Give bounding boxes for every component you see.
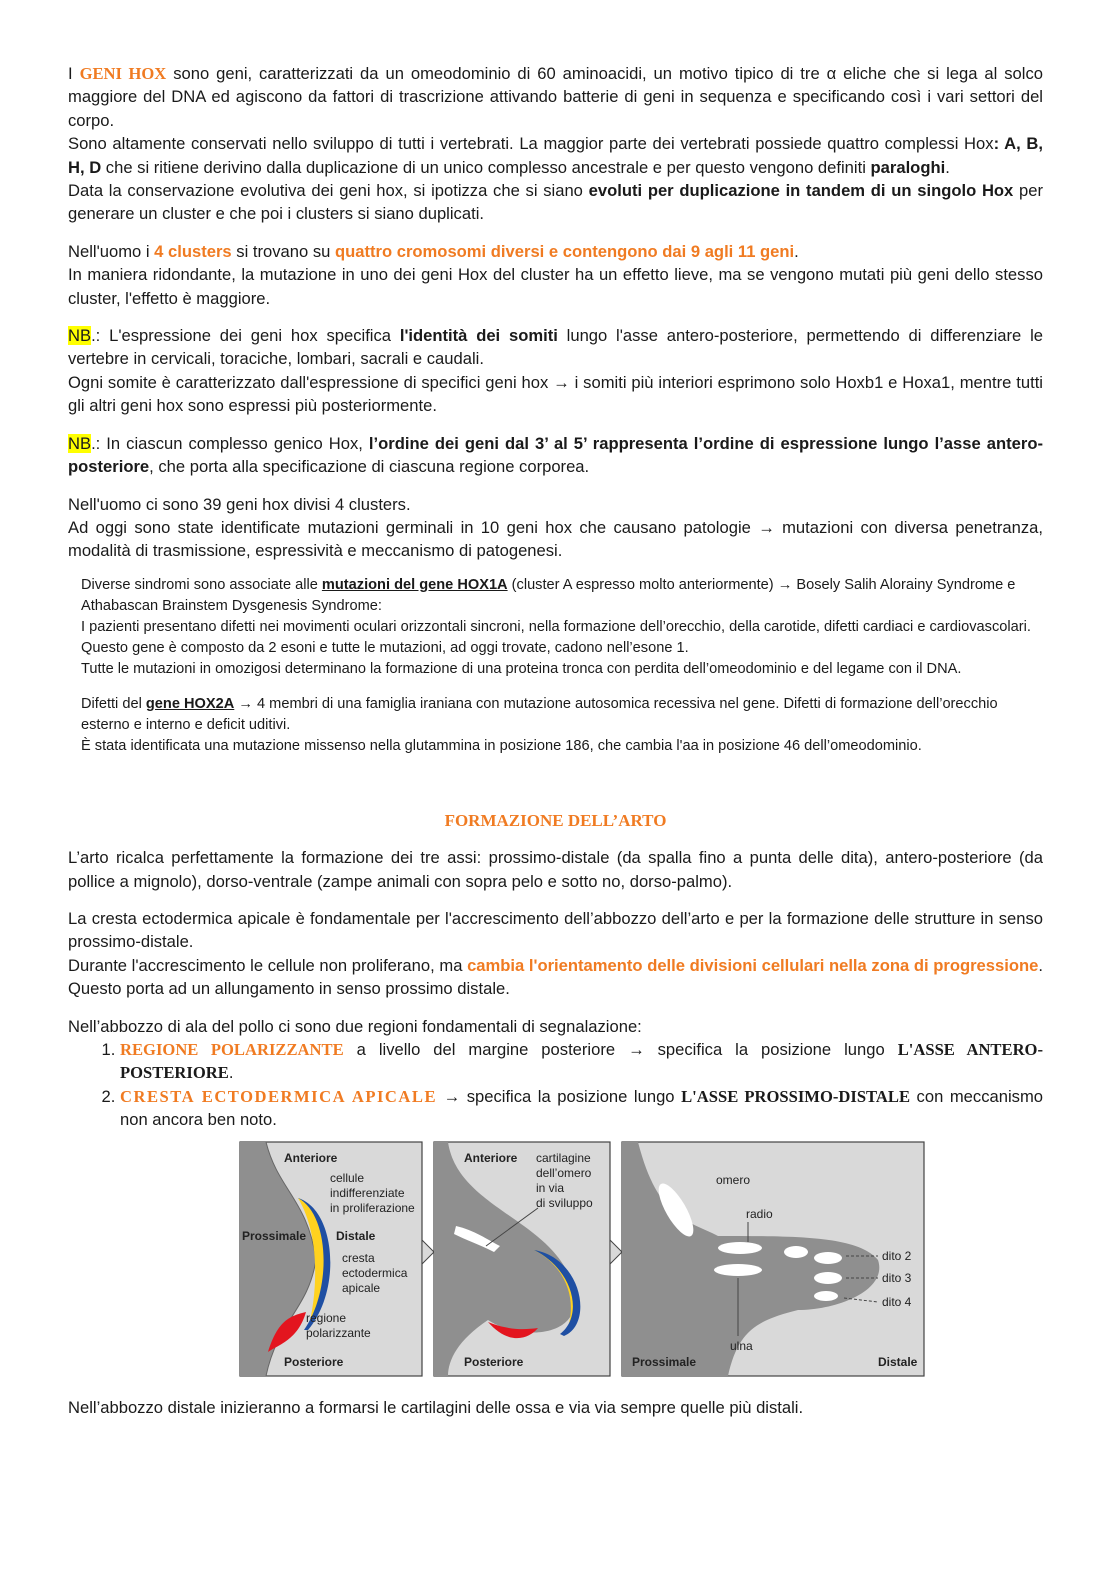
svg-text:dito 2: dito 2 bbox=[882, 1248, 912, 1263]
svg-text:ectodermica: ectodermica bbox=[342, 1265, 408, 1280]
svg-text:Posteriore: Posteriore bbox=[284, 1354, 344, 1369]
svg-text:dito 3: dito 3 bbox=[882, 1270, 912, 1285]
svg-text:dito 4: dito 4 bbox=[882, 1294, 912, 1309]
paragraph-mutations: Ad oggi sono state identificate mutazioni germinali in 10 geni hox che causano patologie → mutazioni con diversa penetranza, modalità di trasmissione, espressività e meccanismo di patogenesi. bbox=[68, 517, 1043, 561]
svg-text:di sviluppo: di sviluppo bbox=[536, 1195, 593, 1210]
panel-early-limb-bud bbox=[240, 1142, 422, 1376]
nb-highlight: NB bbox=[68, 326, 92, 346]
paragraph-nb-order: NB.: In ciascun complesso genico Hox, l’ordine dei geni dal 3’ al 5’ rappresenta l’ordine di espressione lungo l’asse antero-posteriore, che porta alla specificazione di ciascuna regione corporea. bbox=[68, 433, 1043, 477]
paragraph-progressione: Durante l'accrescimento le cellule non proliferano, ma cambia l'orientamento delle divisioni cellulari nella zona di progressione. Questo porta ad un allungamento in senso prossimo distale. bbox=[68, 955, 1043, 999]
paragraph-hox-intro: I GENI HOX sono geni, caratterizzati da un omeodominio di 60 aminoacidi, un motivo tipico di tre α eliche che si lega al solco maggiore del DNA ed agiscono da fattori di trascrizione attivando batterie di geni in sequenza e specificando così i vari settori del corpo. bbox=[68, 64, 1043, 130]
term-geni-hox: GENI HOX bbox=[79, 64, 167, 83]
paragraph-hox-conservation: Sono altamente conservati nello sviluppo di tutti i vertebrati. La maggior parte dei vertebrati possiede quattro complessi Hox: A, B, H, D che si ritiene derivino dalla duplicazione di un unico complesso ancestrale e per questo vengono definiti paraloghi. bbox=[68, 134, 1043, 177]
paragraph-signal-regions: Nell’abbozzo di ala del pollo ci sono due regioni fondamentali di segnalazione: bbox=[68, 1016, 642, 1036]
svg-text:in proliferazione: in proliferazione bbox=[330, 1200, 415, 1215]
svg-text:regione: regione bbox=[306, 1310, 347, 1325]
svg-text:cellule: cellule bbox=[330, 1170, 365, 1185]
paragraph-somite-expression: Ogni somite è caratterizzato dall'espressione di specifici geni hox → i somiti più interiori esprimono solo Hoxb1 e Hoxa1, mentre tutti gli altri geni hox sono espressi più posteriormente. bbox=[68, 372, 1043, 416]
limb-development-figure bbox=[238, 1140, 926, 1380]
svg-text:cresta: cresta bbox=[342, 1250, 375, 1265]
list-item: 2. CRESTA ECTODERMICA APICALE → specifica la posizione lungo L'ASSE PROSSIMO-DISTALE con meccanismo non ancora ben noto. bbox=[120, 1085, 1043, 1132]
syndromes-block: Diverse sindromi sono associate alle mutazioni del gene HOX1A (cluster A espresso molto anteriormente) → Bosely Salih Alorainy Syndrome e Athabascan Brainstem Dysgenesis Syndrome: I pazienti presentano difetti nei movimenti oculari orizzontali sincroni, nella formazione dell’orecchio, della carotide, difetti cardiaci e cardiovascolari. Questo gene è composto da 2 esoni e tutte le mutazioni, ad oggi trovate, cadono nell’esone 1. Tutte le mutazioni in omozigosi determinano la formazione di una proteina tronca con perdita dell’omeodominio e del legame con il DNA. Difetti del gene HOX2A → 4 membri di una famiglia iraniana con mutazione autosomica recessiva nel gene. Difetti di formazione dell’orecchio esterno e interno e deficit uditivi. È stata identificata una mutazione missenso nella glutammina in posizione 186, che cambia l'aa in posizione 46 dell’omeodominio. bbox=[81, 576, 1031, 754]
svg-text:dell’omero: dell’omero bbox=[536, 1165, 592, 1180]
list-item: 1. REGIONE POLARIZZANTE a livello del margine posteriore → specifica la posizione lungo L'ASSE ANTERO-POSTERIORE. bbox=[120, 1038, 1043, 1085]
svg-text:Posteriore: Posteriore bbox=[464, 1354, 524, 1369]
svg-text:omero: omero bbox=[716, 1172, 751, 1187]
panel-cartilage bbox=[434, 1142, 610, 1376]
paragraph-hox-evolution: Data la conservazione evolutiva dei geni hox, si ipotizza che si siano evoluti per duplicazione in tandem di un singolo Hox per generare un cluster e che poi i clusters si siano duplicati. bbox=[68, 181, 1043, 224]
svg-text:radio: radio bbox=[746, 1206, 773, 1221]
panel-limb-bones bbox=[622, 1142, 924, 1376]
svg-text:Prossimale: Prossimale bbox=[632, 1354, 697, 1369]
document-page bbox=[68, 62, 1043, 1419]
svg-text:polarizzante: polarizzante bbox=[306, 1325, 371, 1340]
svg-text:Distale: Distale bbox=[878, 1354, 918, 1369]
svg-text:indifferenziate: indifferenziate bbox=[330, 1185, 405, 1200]
nb-highlight: NB bbox=[68, 433, 92, 453]
svg-text:Prossimale: Prossimale bbox=[242, 1228, 307, 1243]
paragraph-redundancy: In maniera ridondante, la mutazione in uno dei geni Hox del cluster ha un effetto lieve, ma se vengono mutati più geni dello stesso cluster, l'effetto è maggiore. bbox=[68, 265, 1043, 308]
paragraph-cresta: La cresta ectodermica apicale è fondamentale per l'accrescimento dell’abbozzo dell’arto e per la formazione delle strutture in senso prossimo-distale. bbox=[68, 908, 1043, 952]
paragraph-last: Nell’abbozzo distale inizieranno a formarsi le cartilagini delle ossa e via via sempre quelle più distali. bbox=[68, 1397, 804, 1417]
paragraph-clusters: Nell'uomo i 4 clusters si trovano su quattro cromosomi diversi e contengono dai 9 agli 11 geni. bbox=[68, 241, 799, 261]
svg-text:Distale: Distale bbox=[336, 1228, 376, 1243]
svg-text:apicale: apicale bbox=[342, 1280, 381, 1295]
paragraph-nb-somiti: NB.: L'espressione dei geni hox specifica l'identità dei somiti lungo l'asse antero-posteriore, permettendo di differenziare le vertebre in cervicali, toraciche, lombari, sacrali e caudali. bbox=[68, 326, 1043, 369]
paragraph-39-genes: Nell'uomo ci sono 39 geni hox divisi 4 clusters. bbox=[68, 494, 411, 514]
section-title: FORMAZIONE DELL’ARTO bbox=[444, 810, 667, 830]
signal-regions-list bbox=[68, 1038, 1043, 1132]
svg-text:ulna: ulna bbox=[730, 1338, 753, 1353]
paragraph-limb-axes: L’arto ricalca perfettamente la formazione dei tre assi: prossimo-distale (da spalla fino a punta delle dita), antero-posteriore (da pollice a mignolo), dorso-ventrale (zampe animali con sopra pelo e sotto no, dorso-palmo). bbox=[68, 848, 1043, 891]
svg-text:in via: in via bbox=[536, 1180, 565, 1195]
svg-text:cartilagine: cartilagine bbox=[536, 1150, 591, 1165]
svg-text:Anteriore: Anteriore bbox=[464, 1150, 518, 1165]
svg-text:Anteriore: Anteriore bbox=[284, 1150, 338, 1165]
